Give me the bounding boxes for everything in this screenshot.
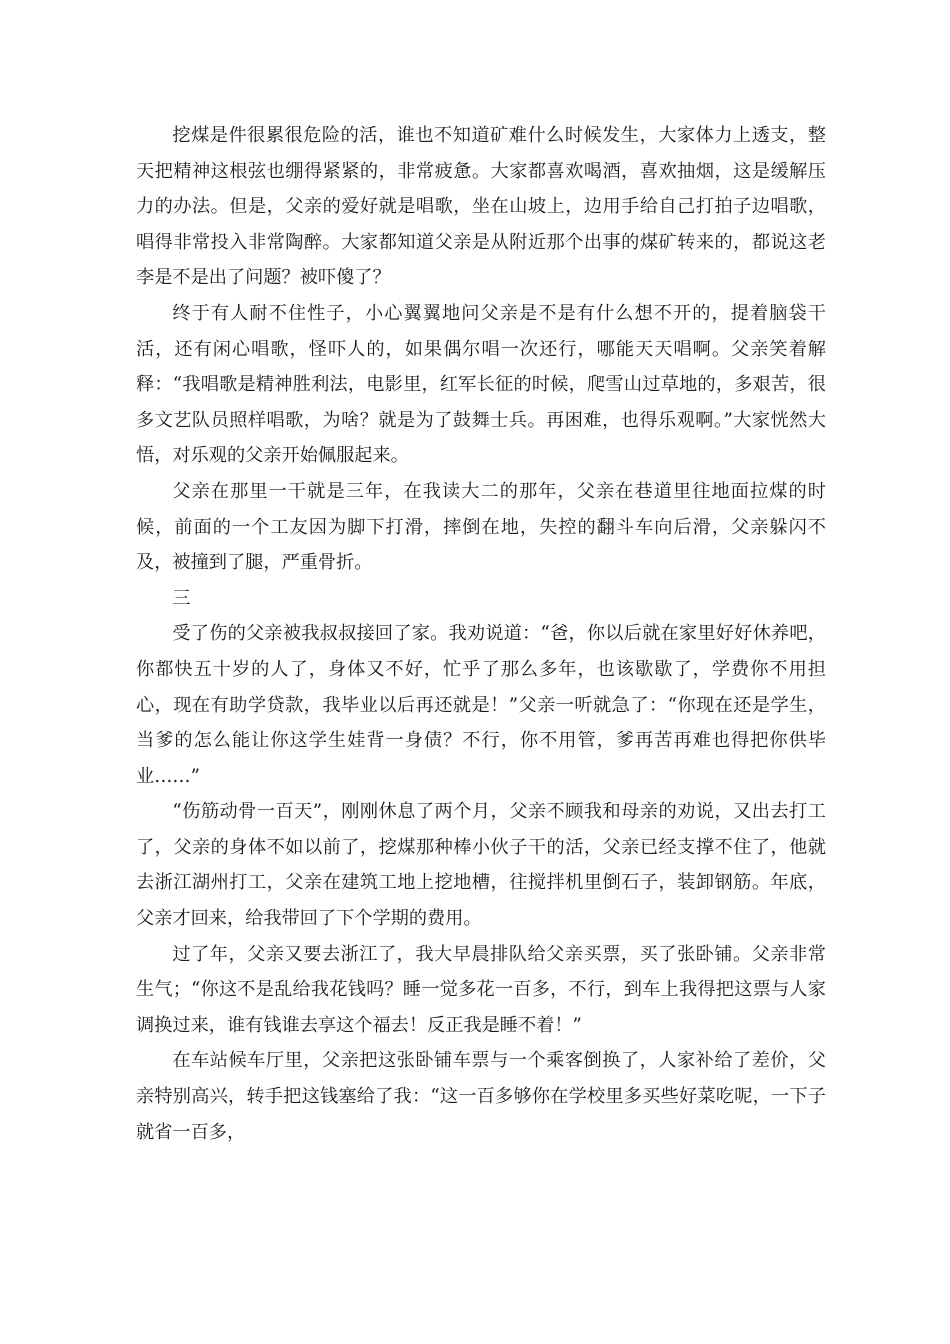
paragraph: “伤筋动骨一百天”，刚刚休息了两个月，父亲不顾我和母亲的劝说，又出去打工了，父亲的身体不如以前了，挖煤那种棒小伙子干的活，父亲已经支撑不住了，他就去浙江湖州打工，父亲在建筑工地上挖地槽，往搅拌机里倒石子，装卸钢筋。年底，父亲才回来，给我带回了下个学期的费用。 — [136, 801, 826, 930]
paragraph: 受了伤的父亲被我叔叔接回了家。我劝说道：“爸，你以后就在家里好好休养吧，你都快五十岁的人了，身体又不好，忙乎了那么多年，也该歇歇了，学费你不用担心，现在有助学贷款，我毕业以后再还就是！”父亲一听就急了：“你现在还是学生，当爹的怎么能让你这学生娃背一身债？不行，你不用管，爹再苦再难也得把你供毕业……” — [136, 623, 826, 787]
paragraph: 过了年，父亲又要去浙江了，我大早晨排队给父亲买票，买了张卧铺。父亲非常生气；“你这不是乱给我花钱吗？睡一觉多花一百多，不行，到车上我得把这票与人家调换过来，谁有钱谁去享这个福去！反正我是睡不着！” — [136, 943, 826, 1036]
paragraph: 在车站候车厅里，父亲把这张卧铺车票与一个乘客倒换了，人家补给了差价，父亲特别高兴，转手把这钱塞给了我：“这一百多够你在学校里多买些好菜吃呢，一下子就省一百多， — [136, 1050, 826, 1143]
paragraph: 挖煤是件很累很危险的活，谁也不知道矿难什么时候发生，大家体力上透支，整天把精神这根弦也绷得紧紧的，非常疲惫。大家都喜欢喝酒，喜欢抽烟，这是缓解压力的办法。但是，父亲的爱好就是唱歌，坐在山坡上，边用手给自己打拍子边唱歌，唱得非常投入非常陶醉。大家都知道父亲是从附近那个出事的煤矿转来的，都说这老李是不是出了问题？被吓傻了？ — [136, 125, 826, 289]
paragraph: 父亲在那里一干就是三年，在我读大二的那年，父亲在巷道里往地面拉煤的时候，前面的一个工友因为脚下打滑，摔倒在地，失控的翻斗车向后滑，父亲躲闪不及，被撞到了腿，严重骨折。 — [136, 480, 826, 574]
document-body — [136, 118, 826, 1150]
paragraph: 终于有人耐不住性子，小心翼翼地问父亲是不是有什么想不开的，提着脑袋干活，还有闲心唱歌，怪吓人的，如果偶尔唱一次还行，哪能天天唱啊。父亲笑着解释：“我唱歌是精神胜利法，电影里，红军长征的时候，爬雪山过草地的，多艰苦，很多文艺队员照样唱歌，为啥？就是为了鼓舞士兵。再困难，也得乐观啊。”大家恍然大悟，对乐观的父亲开始佩服起来。 — [136, 302, 826, 467]
section-heading: 三 — [172, 587, 191, 609]
